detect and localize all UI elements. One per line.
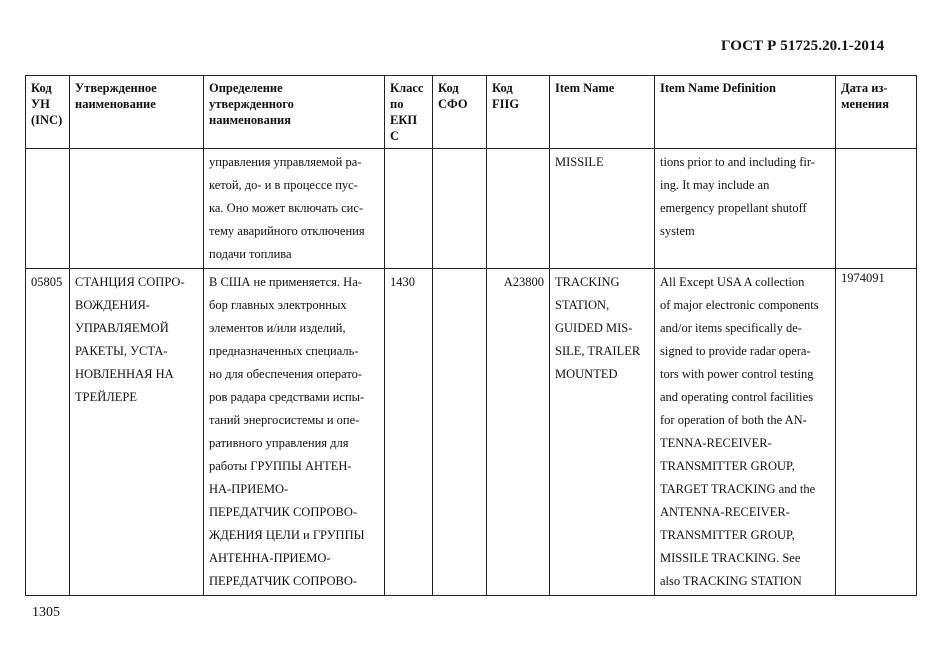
text-line: MISSILE: [555, 155, 604, 169]
text-line: работы ГРУППЫ АНТЕН-: [209, 459, 352, 473]
text-line: of major electronic components: [660, 298, 819, 312]
text-line: Утвержденное: [75, 81, 157, 95]
inc-value: 05805: [31, 275, 63, 289]
text-line: бор главных электронных: [209, 298, 347, 312]
text-line: Код: [438, 81, 459, 95]
table-row-continuation: [26, 149, 917, 269]
cell-date: [836, 269, 917, 596]
text-line: (INC): [31, 113, 63, 127]
cell-date: [836, 149, 917, 269]
document-code: ГОСТ Р 51725.20.1-2014: [721, 38, 885, 54]
text-line: ANTENNA-RECEIVER-: [660, 505, 790, 519]
column-header-date: [836, 76, 917, 149]
cell-approved-name: [70, 149, 204, 269]
column-header-item-name: [550, 76, 655, 149]
text-line: ТРЕЙЛЕРЕ: [75, 390, 137, 404]
text-line: элементов и/или изделий,: [209, 321, 346, 335]
text-line: Item Name: [555, 81, 615, 95]
table-row-entry: [26, 269, 917, 596]
cell-sfo: [433, 269, 487, 596]
text-line: СФО: [438, 97, 468, 111]
cell-fiig: [487, 269, 550, 596]
table-header-row: [26, 76, 917, 149]
text-line: tions prior to and including fir-: [660, 155, 815, 169]
text-line: system: [660, 224, 695, 238]
text-line: TRACKING: [555, 275, 620, 289]
text-line: and/or items specifically de-: [660, 321, 802, 335]
cell-fiig: [487, 149, 550, 269]
text-line: но для обеспечения операто-: [209, 367, 363, 381]
text-line: ПЕРЕДАТЧИК СОПРОВО-: [209, 574, 358, 588]
text-line: ПЕРЕДАТЧИК СОПРОВО-: [209, 505, 358, 519]
text-line: signed to provide radar opera-: [660, 344, 811, 358]
text-line: кетой, до- и в процессе пус-: [209, 178, 358, 192]
text-line: for operation of both the AN-: [660, 413, 807, 427]
text-line: по: [390, 97, 404, 111]
text-line: таний энергосистемы и опе-: [209, 413, 360, 427]
cell-definition: [204, 269, 385, 596]
class-value: 1430: [390, 275, 415, 289]
text-line: подачи топлива: [209, 247, 292, 261]
text-line: FIIG: [492, 97, 520, 111]
text-line: TRANSMITTER GROUP,: [660, 459, 795, 473]
text-line: and operating control facilities: [660, 390, 814, 404]
text-line: also TRACKING STATION: [660, 574, 802, 588]
column-header-fiig: [487, 76, 550, 149]
cell-class: [385, 149, 433, 269]
text-line: ЕКП: [390, 113, 418, 127]
text-line: наименования: [209, 113, 292, 127]
cell-inc: [26, 269, 70, 596]
column-header-class: [385, 76, 433, 149]
text-line: СТАНЦИЯ СОПРО-: [75, 275, 185, 289]
text-line: менения: [841, 97, 889, 111]
text-line: наименование: [75, 97, 156, 111]
text-line: тему аварийного отключения: [209, 224, 365, 238]
text-line: утвержденного: [209, 97, 294, 111]
text-line: STATION,: [555, 298, 610, 312]
text-line: НА-ПРИЕМО-: [209, 482, 289, 496]
cell-inc: [26, 149, 70, 269]
text-line: Код: [492, 81, 513, 95]
text-line: TARGET TRACKING and the: [660, 482, 816, 496]
text-line: Дата из-: [841, 81, 888, 95]
date-value: 1974091: [841, 271, 885, 285]
text-line: НОВЛЕННАЯ НА: [75, 367, 174, 381]
text-line: ЖДЕНИЯ ЦЕЛИ и ГРУППЫ: [209, 528, 365, 542]
column-header-item-name-definition: [655, 76, 836, 149]
text-line: ВОЖДЕНИЯ-: [75, 298, 150, 312]
text-line: SILE, TRAILER: [555, 344, 641, 358]
text-line: ка. Оно может включать сис-: [209, 201, 364, 215]
column-header-approved-name: [70, 76, 204, 149]
text-line: All Except USA A collection: [660, 275, 805, 289]
fiig-value: A23800: [503, 275, 544, 289]
text-line: TENNA-RECEIVER-: [660, 436, 772, 450]
text-line: emergency propellant shutoff: [660, 201, 807, 215]
cell-definition: [204, 149, 385, 269]
text-line: ративного управления для: [209, 436, 349, 450]
cell-item-name: [550, 149, 655, 269]
text-line: MOUNTED: [555, 367, 618, 381]
text-line: MISSILE TRACKING. See: [660, 551, 801, 565]
text-line: GUIDED MIS-: [555, 321, 633, 335]
cell-class: [385, 269, 433, 596]
classification-table: [25, 75, 917, 596]
page-number: 1305: [32, 605, 60, 620]
text-line: Код: [31, 81, 52, 95]
text-line: Класс: [390, 81, 424, 95]
text-line: АНТЕННА-ПРИЕМО-: [209, 551, 331, 565]
text-line: управления управляемой ра-: [209, 155, 362, 169]
text-line: tors with power control testing: [660, 367, 814, 381]
text-line: В США не применяется. На-: [209, 275, 362, 289]
column-header-definition: [204, 76, 385, 149]
text-line: УН: [31, 97, 50, 111]
column-header-sfo: [433, 76, 487, 149]
cell-approved-name: [70, 269, 204, 596]
text-line: TRANSMITTER GROUP,: [660, 528, 795, 542]
cell-item-name: [550, 269, 655, 596]
text-line: ров радара средствами испы-: [209, 390, 365, 404]
cell-sfo: [433, 149, 487, 269]
text-line: Item Name Definition: [660, 81, 776, 95]
text-line: С: [390, 129, 400, 143]
text-line: УПРАВЛЯЕМОЙ: [75, 321, 169, 335]
cell-item-name-definition: [655, 269, 836, 596]
text-line: Определение: [209, 81, 283, 95]
text-line: РАКЕТЫ, УСТА-: [75, 344, 168, 358]
text-line: ing. It may include an: [660, 178, 770, 192]
column-header-inc: [26, 76, 70, 149]
text-line: предназначенных специаль-: [209, 344, 359, 358]
cell-item-name-definition: [655, 149, 836, 269]
